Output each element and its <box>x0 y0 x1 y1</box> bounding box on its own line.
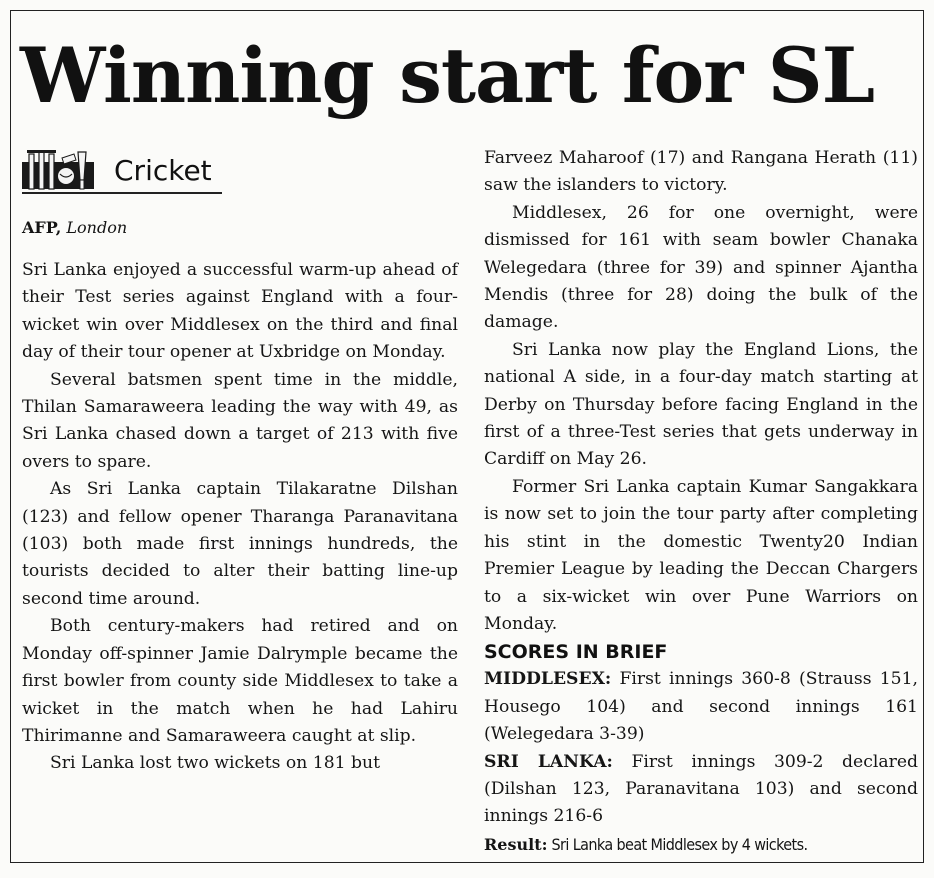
border-rule-bottom <box>10 862 924 863</box>
result-label: Result: <box>484 834 548 854</box>
paragraph: Farveez Maharoof (17) and Rangana Herath (11) saw the islanders to victory. <box>484 148 918 196</box>
byline-place: London <box>66 218 128 237</box>
paragraph: Sri Lanka enjoyed a successful warm-up ahead of their Test series against England with a four-wicket win over Middlesex on the third and final day of their tour opener at Uxbridge on Monday. <box>22 260 458 363</box>
scores-result <box>484 831 918 858</box>
paragraph: Former Sri Lanka captain Kumar Sangakkara is now set to join the tour party after completing his stint in the domestic Twenty20 Indian Premier League by leading the Deccan Chargers to a six-wicket win over Pune Warriors on Monday. <box>484 476 918 634</box>
border-rule-left <box>10 10 11 862</box>
paragraph: Sri Lanka now play the England Lions, the national A side, in a four-day match starting at Derby on Thursday before facing England in the first of a three-Test series that gets underway in Cardiff on May 26. <box>484 339 918 470</box>
headline: Winning start for SL <box>20 31 875 120</box>
border-rule-right <box>923 10 924 862</box>
border-rule-top <box>10 10 924 11</box>
scores-team-label: SRI LANKA: <box>484 751 613 772</box>
result-text: Sri Lanka beat Middlesex by 4 wickets. <box>551 834 808 854</box>
scores-entry-srilanka <box>484 749 918 831</box>
scores-team-label: MIDDLESEX: <box>484 669 612 690</box>
byline-agency: AFP, <box>22 218 62 237</box>
section-header <box>22 148 232 194</box>
byline <box>22 214 127 242</box>
section-label: Cricket <box>114 154 212 187</box>
paragraph: Several batsmen spent time in the middle, Thilan Samaraweera leading the way with 49, as Sri Lanka chased down a target of 213 with five overs to spare. <box>22 369 458 472</box>
cricket-logo-icon <box>22 150 108 190</box>
scores-entry-middlesex <box>484 666 918 748</box>
article-column-right <box>484 145 918 858</box>
scores-team-text: First innings 309-2 declared (Dilshan 123, Paranavitana 103) and second innings 216-6 <box>484 751 918 827</box>
paragraph: Both century-makers had retired and on Monday off-spinner Jamie Dalrymple became the first bowler from county side Middlesex to take a wicket in the match when he had Lahiru Thirimanne and Samaraweera caught at slip. <box>22 616 458 746</box>
scores-title: SCORES IN BRIEF <box>484 641 668 664</box>
section-underline <box>22 192 222 194</box>
paragraph: Sri Lanka lost two wickets on 181 but <box>50 753 381 774</box>
paragraph: As Sri Lanka captain Tilakaratne Dilshan (123) and fellow opener Tharanga Paranavitana (103) both made first innings hundreds, the tourists decided to alter their batting line-up second time around. <box>22 479 458 609</box>
paragraph: Middlesex, 26 for one overnight, were dismissed for 161 with seam bowler Chanaka Welegedara (three for 39) and spinner Ajantha Mendis (three for 28) doing the bulk of the damage. <box>484 202 918 333</box>
article-column-left <box>22 257 458 778</box>
scores-team-text: First innings 360-8 (Strauss 151, Housego 104) and second innings 161 (Welegedara 3-39) <box>484 669 919 745</box>
